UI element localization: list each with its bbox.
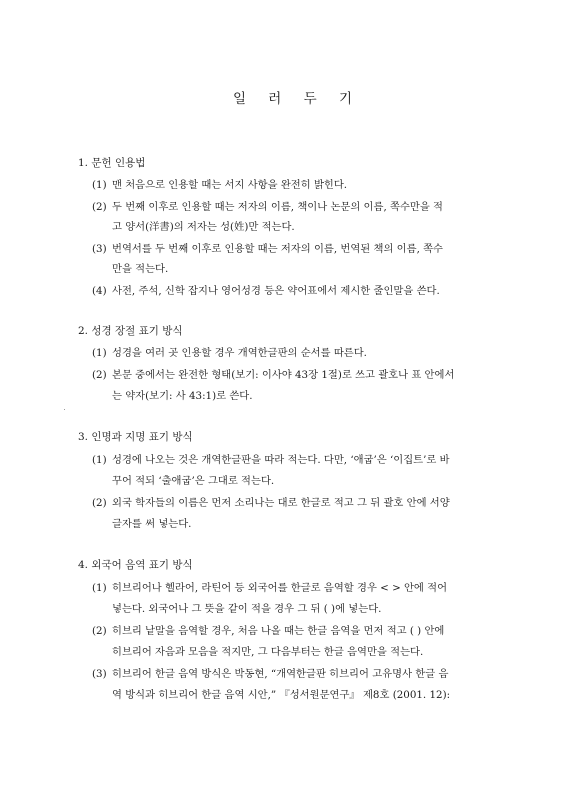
list-item bbox=[92, 282, 440, 297]
item-text-continued: 만을 적는다. bbox=[112, 263, 169, 275]
item-text: 두 번째 이후로 인용할 때는 저자의 이름, 책이나 논문의 이름, 쪽수만을 적 bbox=[112, 201, 444, 213]
item-marker: (1) bbox=[92, 454, 107, 466]
item-marker: (3) bbox=[92, 243, 107, 255]
item-marker: (2) bbox=[92, 201, 107, 213]
list-item bbox=[92, 665, 448, 680]
item-marker: (1) bbox=[92, 582, 107, 594]
item-text-continued: 꾸어 적되 ‘출애굽’은 그대로 적는다. bbox=[112, 475, 275, 487]
item-text-continued: 역 방식과 히브리어 한글 음역 시안,” 『성서원문연구』 제8호 (2001. 12): bbox=[112, 689, 451, 701]
scan-speck bbox=[64, 409, 65, 410]
item-marker: (1) bbox=[92, 179, 107, 191]
item-text-continued: 넣는다. 외국어나 그 뜻을 같이 적을 경우 그 뒤 ( )에 넣는다. bbox=[112, 603, 382, 615]
item-text-continued: 는 약자(보기: 사 43:1)로 쓴다. bbox=[112, 390, 253, 402]
item-text: 사전, 주석, 신학 잡지나 영어성경 등은 약어표에서 제시한 줄인말을 쓴다. bbox=[112, 285, 440, 297]
section-heading: 2. 성경 장절 표기 방식 bbox=[78, 325, 183, 337]
item-text: 성경에 나오는 것은 개역한글판을 따라 적는다. 다만, ‘애굽’은 ‘이집트’로 바 bbox=[112, 454, 450, 466]
list-item bbox=[92, 240, 443, 255]
item-text-continued: 히브리어 자음과 모음을 적지만, 그 다음부터는 한글 음역만을 적는다. bbox=[112, 646, 424, 658]
item-text: 히브리 낱말을 음역할 경우, 처음 나올 때는 한글 음역을 먼저 적고 ( ) 안에 bbox=[112, 625, 445, 637]
list-item bbox=[92, 176, 347, 191]
list-item bbox=[92, 622, 444, 637]
list-item bbox=[92, 344, 367, 359]
page-title: 일 러 두 기 bbox=[232, 91, 362, 107]
item-text: 번역서를 두 번째 이후로 인용할 때는 저자의 이름, 번역된 책의 이름, 쪽수 bbox=[112, 243, 444, 255]
section-heading: 1. 문헌 인용법 bbox=[78, 157, 146, 169]
item-text-continued: 고 양서(洋書)의 저자는 성(姓)만 적는다. bbox=[112, 221, 295, 233]
item-marker: (1) bbox=[92, 347, 107, 359]
item-marker: (4) bbox=[92, 285, 107, 297]
item-text: 히브리어 한글 음역 방식은 박동현, “개역한글판 히브리어 고유명사 한글 음 bbox=[112, 668, 449, 680]
section-heading: 4. 외국어 음역 표기 방식 bbox=[78, 559, 193, 571]
list-item bbox=[92, 198, 443, 213]
item-marker: (2) bbox=[92, 625, 107, 637]
item-marker: (3) bbox=[92, 668, 107, 680]
item-text: 본문 중에서는 완전한 형태(보기: 이사야 43장 1절)로 쓰고 괄호나 표 안에서 bbox=[112, 369, 455, 381]
list-item bbox=[92, 366, 454, 381]
item-text: 맨 처음으로 인용할 때는 서지 사항을 완전히 밝힌다. bbox=[112, 179, 348, 191]
item-text: 성경을 여러 곳 인용할 경우 개역한글판의 순서를 따른다. bbox=[112, 347, 367, 359]
list-item bbox=[92, 494, 450, 509]
item-marker: (2) bbox=[92, 497, 107, 509]
item-text: 히브리어나 헬라어, 라틴어 등 외국어를 한글로 음역할 경우 < > 안에 적어 bbox=[112, 582, 448, 594]
list-item bbox=[92, 451, 450, 466]
item-text-continued: 글자를 써 넣는다. bbox=[112, 518, 192, 530]
item-text: 외국 학자들의 이름은 먼저 소리나는 대로 한글로 적고 그 뒤 괄호 안에 서양 bbox=[112, 497, 450, 509]
section-heading: 3. 인명과 지명 표기 방식 bbox=[78, 431, 193, 443]
item-marker: (2) bbox=[92, 369, 107, 381]
list-item bbox=[92, 579, 447, 594]
